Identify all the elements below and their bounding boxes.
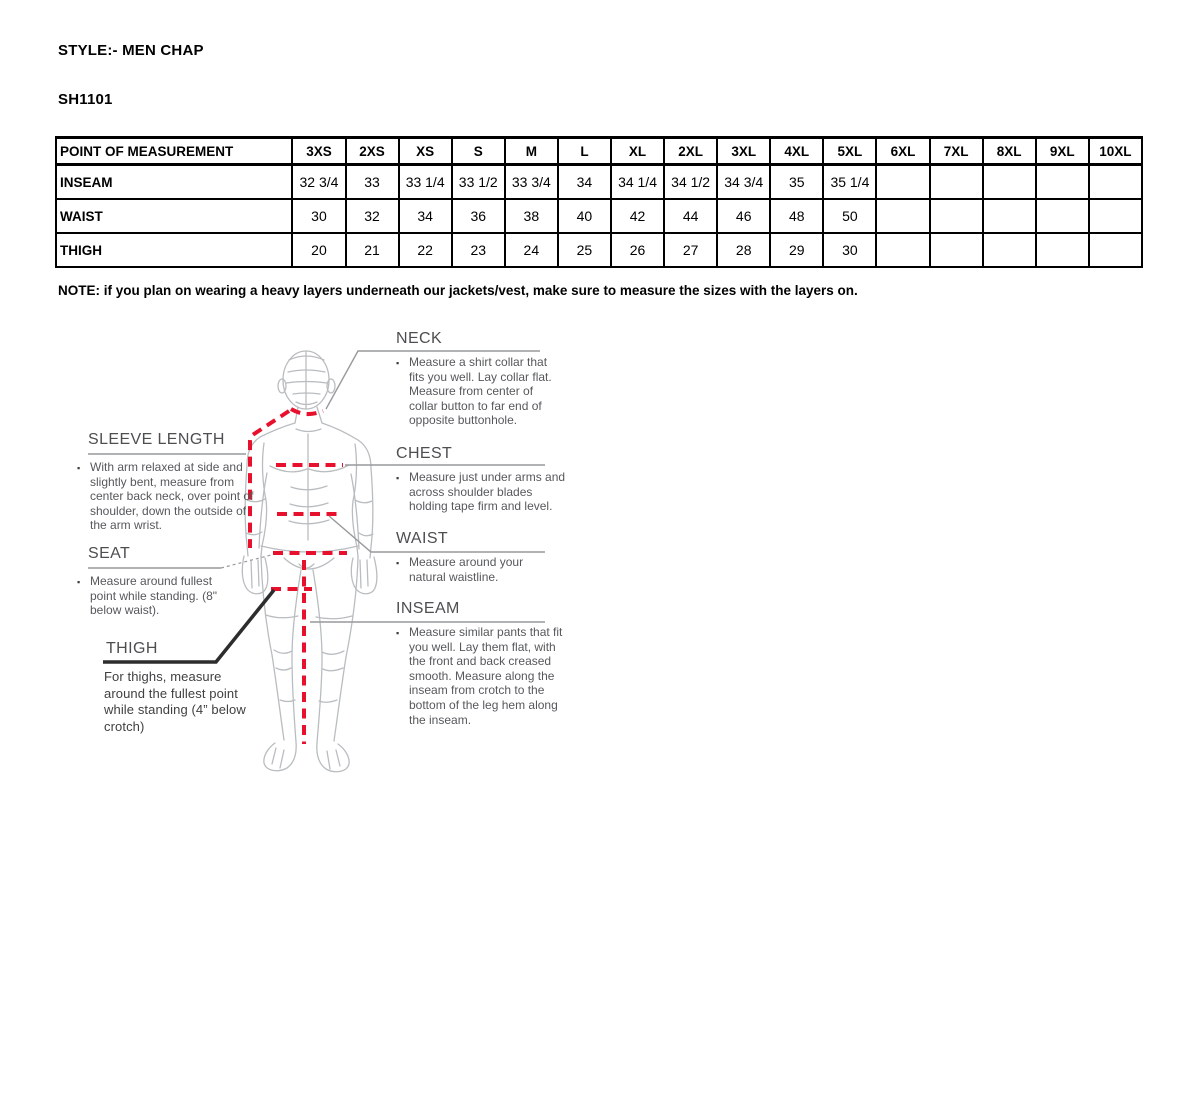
column-header-size: XS (399, 138, 452, 165)
column-header-size: 3XS (292, 138, 345, 165)
column-header-size: 4XL (770, 138, 823, 165)
size-value-cell: 32 3/4 (292, 165, 345, 200)
row-label: WAIST (56, 199, 292, 233)
size-value-cell: 38 (505, 199, 558, 233)
size-value-cell: 33 1/2 (452, 165, 505, 200)
size-value-cell: 46 (717, 199, 770, 233)
callout-chest (396, 444, 566, 514)
row-label: THIGH (56, 233, 292, 267)
size-value-cell: 29 (770, 233, 823, 267)
size-value-cell: 30 (292, 199, 345, 233)
size-value-cell: 34 1/4 (611, 165, 664, 200)
callout-neck (396, 329, 552, 428)
sleeve-length-instructions: ▪ With arm relaxed at side and slightly bent, measure from center back neck, over point of shoulder, down the outside of the arm wrist. (77, 460, 260, 533)
size-value-cell: 27 (664, 233, 717, 267)
size-value-cell: 48 (770, 199, 823, 233)
chest-instructions: ▪ Measure just under arms and across shoulder blades holding tape firm and level. (396, 470, 567, 514)
size-value-cell: 33 3/4 (505, 165, 558, 200)
chest-title: CHEST (396, 445, 453, 462)
inseam-instructions: ▪ Measure similar pants that fit you well. Lay them flat, with the front and back creased smooth. Measure along the inseam from crotch to the bottom of the leg hem along the inseam. (396, 625, 564, 727)
callout-waist (396, 529, 552, 584)
column-header-size: 2XL (664, 138, 717, 165)
style-label: STYLE:- MEN CHAP (58, 42, 204, 59)
waist-instructions: ▪ Measure around your natural waistline. (396, 555, 549, 584)
thigh-instructions: For thighs, measure around the fullest point while standing (4” below crotch) (104, 669, 246, 734)
size-value-cell: 21 (346, 233, 399, 267)
size-value-cell: 22 (399, 233, 452, 267)
inseam-title: INSEAM (396, 600, 460, 617)
size-value-cell: 26 (611, 233, 664, 267)
column-header-size: XL (611, 138, 664, 165)
column-header-size: S (452, 138, 505, 165)
size-value-cell: 33 1/4 (399, 165, 452, 200)
size-value-cell: 34 3/4 (717, 165, 770, 200)
column-header-size: 5XL (823, 138, 876, 165)
size-value-cell: 36 (452, 199, 505, 233)
column-header-size: 3XL (717, 138, 770, 165)
neck-title: NECK (396, 330, 443, 347)
column-header-size: 2XS (346, 138, 399, 165)
size-value-cell: 20 (292, 233, 345, 267)
column-header-point-of-measurement: POINT OF MEASUREMENT (56, 138, 292, 165)
callout-inseam (396, 599, 563, 727)
thigh-title: THIGH (106, 640, 158, 657)
size-value-cell: 40 (558, 199, 611, 233)
size-value-cell: 23 (452, 233, 505, 267)
neck-instructions: ▪ Measure a shirt collar that fits you well. Lay collar flat. Measure from center of collar button to far end of opposite buttonhole. (396, 355, 561, 428)
size-value-cell: 44 (664, 199, 717, 233)
size-value-cell: 34 (399, 199, 452, 233)
waist-title: WAIST (396, 530, 449, 547)
size-value-cell: 34 1/2 (664, 165, 717, 200)
size-value-cell: 35 (770, 165, 823, 200)
size-value-cell: 25 (558, 233, 611, 267)
row-label: INSEAM (56, 165, 292, 200)
seat-instructions: ▪ Measure around fullest point while standing. (8" below waist). (77, 574, 240, 618)
size-value-cell: 32 (346, 199, 399, 233)
column-header-size: 10XL (1089, 138, 1142, 165)
column-header-size: 7XL (930, 138, 983, 165)
size-value-cell: 28 (717, 233, 770, 267)
size-value-cell: 24 (505, 233, 558, 267)
column-header-size: L (558, 138, 611, 165)
size-value-cell: 42 (611, 199, 664, 233)
note-text: NOTE: if you plan on wearing a heavy layers underneath our jackets/vest, make sure to measure the sizes with the layers on. (58, 283, 858, 298)
size-value-cell: 35 1/4 (823, 165, 876, 200)
column-header-size: 6XL (876, 138, 929, 165)
callout-seat (88, 544, 248, 618)
column-header-size: M (505, 138, 558, 165)
style-code: SH1101 (58, 91, 113, 108)
seat-title: SEAT (88, 545, 131, 562)
sleeve-length-title: SLEEVE LENGTH (88, 431, 225, 448)
size-value-cell: 50 (823, 199, 876, 233)
column-header-size: 9XL (1036, 138, 1089, 165)
size-value-cell: 34 (558, 165, 611, 200)
callout-sleeve-length (88, 430, 263, 533)
callout-thigh (106, 639, 266, 735)
column-header-size: 8XL (983, 138, 1036, 165)
size-value-cell: 30 (823, 233, 876, 267)
size-value-cell: 33 (346, 165, 399, 200)
